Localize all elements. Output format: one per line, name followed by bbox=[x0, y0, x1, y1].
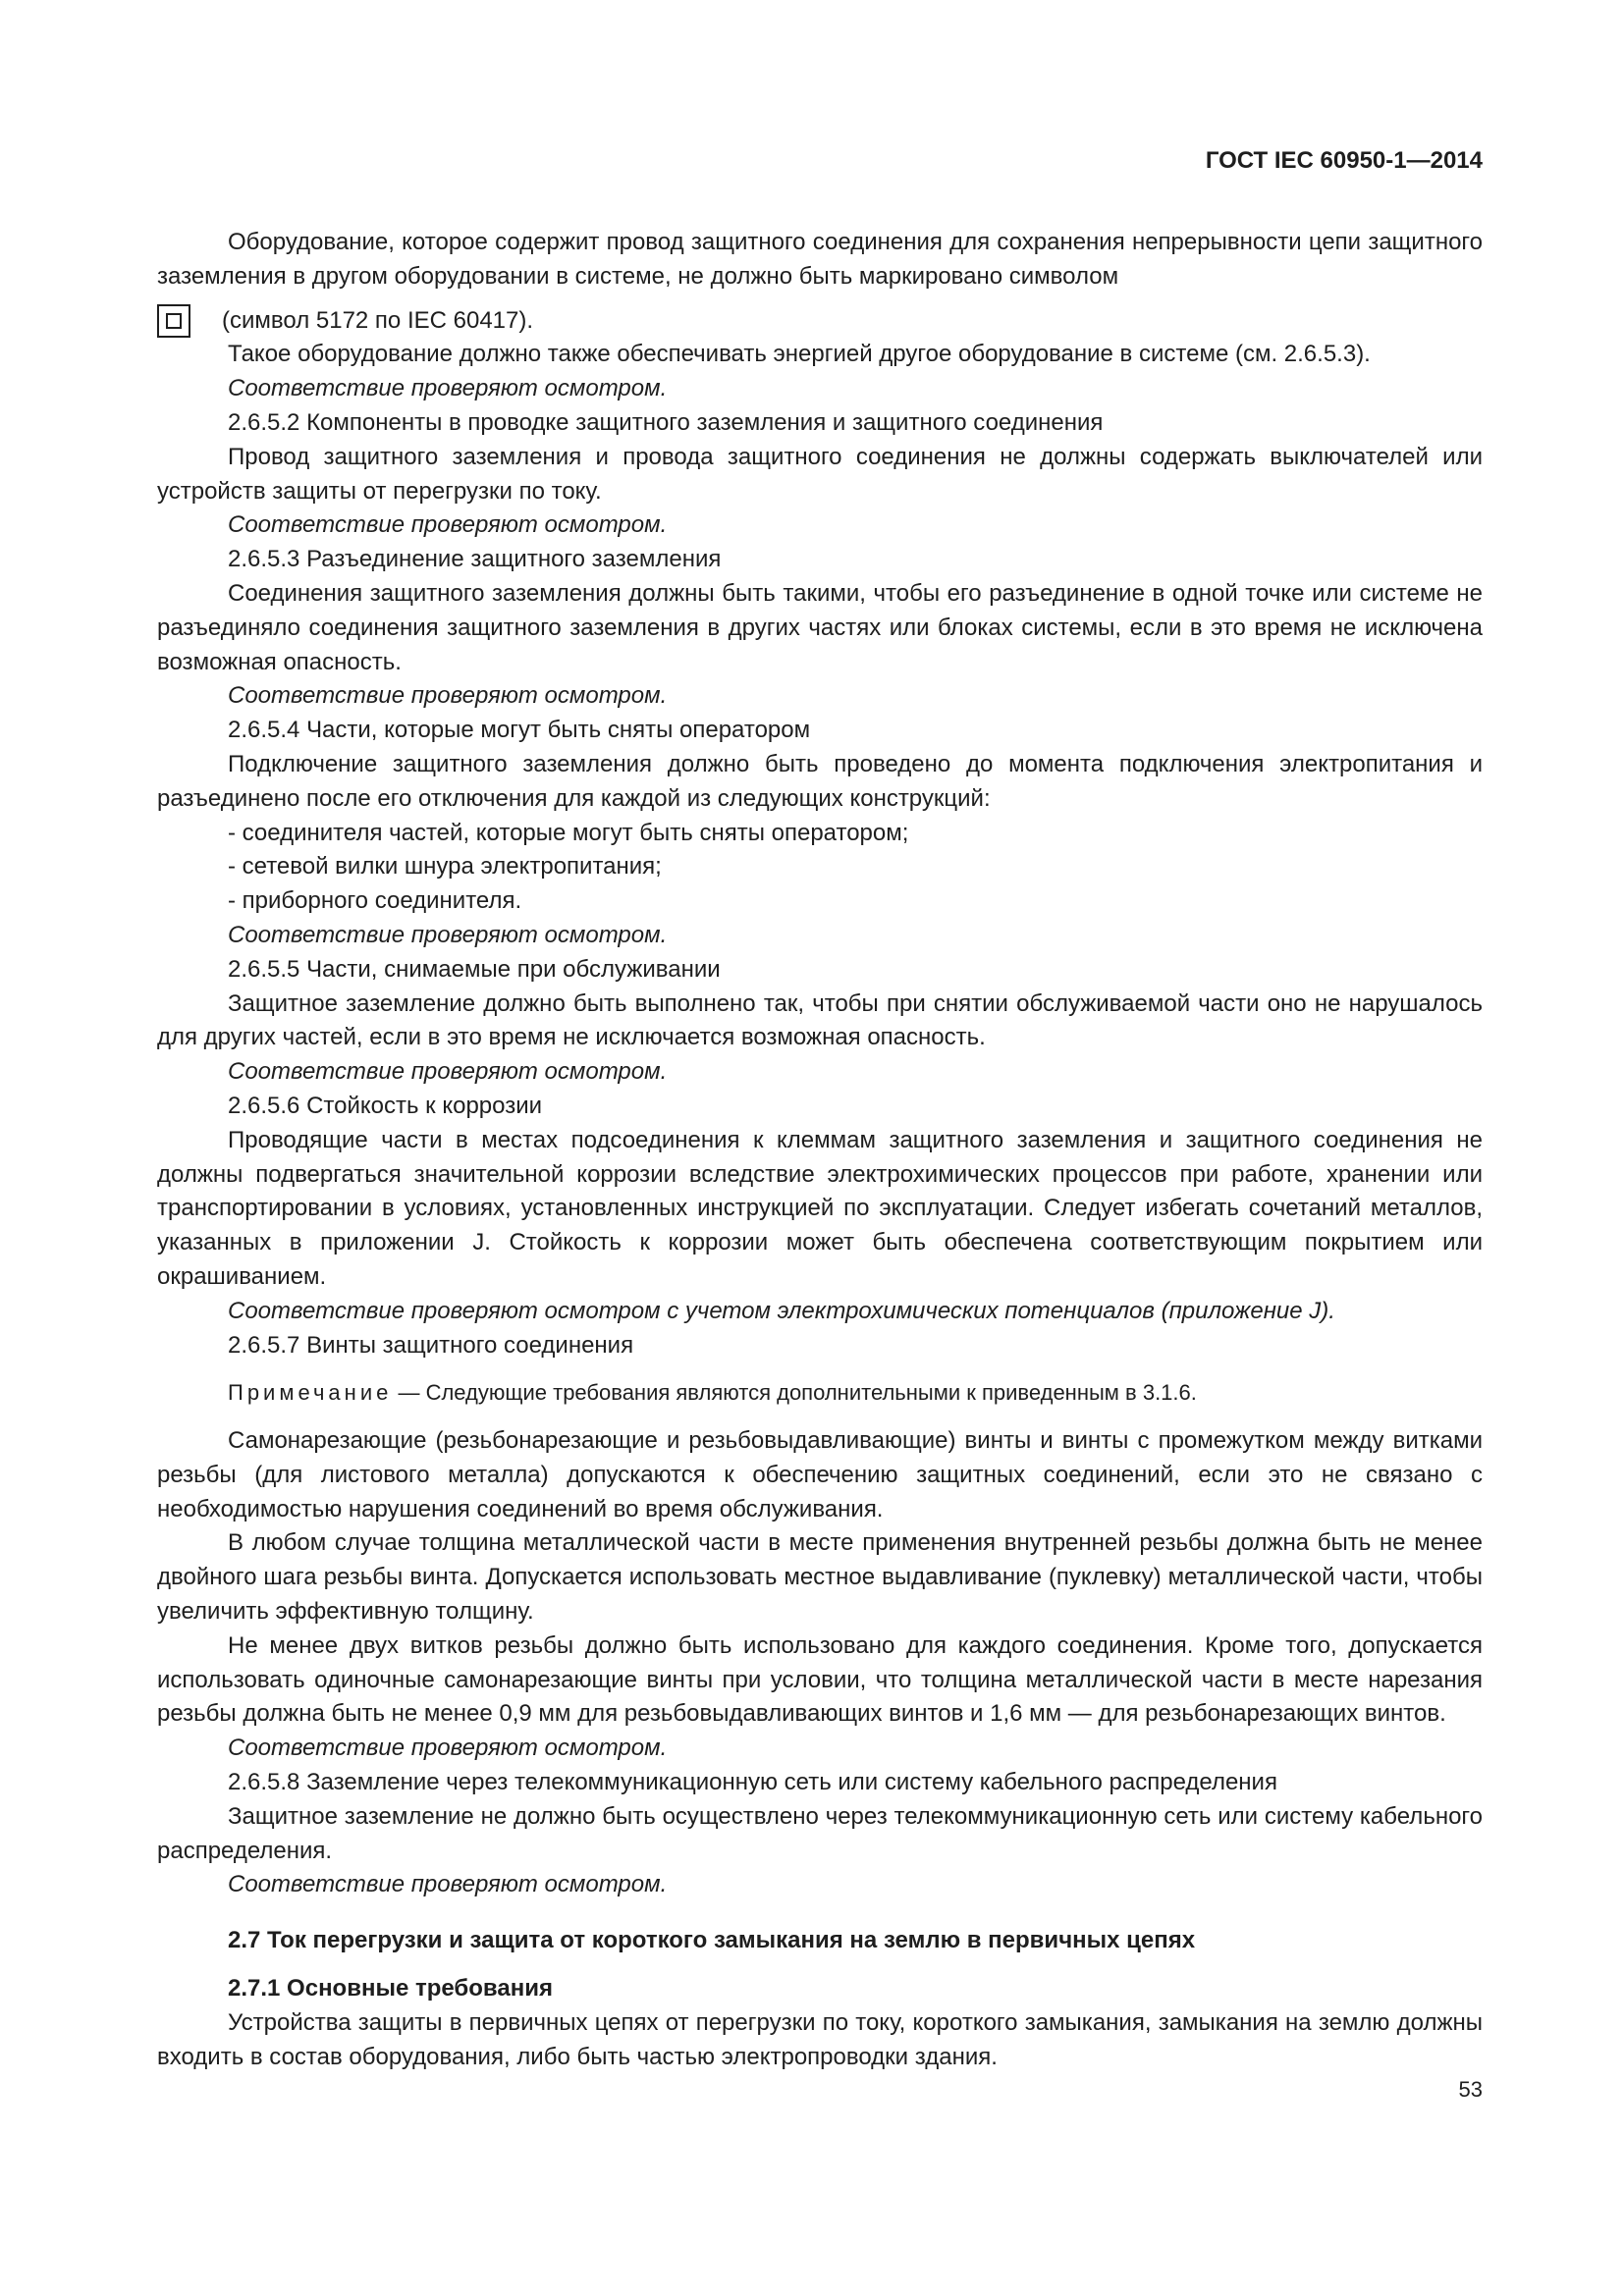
symbol-caption: (символ 5172 по IEC 60417). bbox=[222, 306, 534, 334]
document-header: ГОСТ IEC 60950-1—2014 bbox=[1205, 147, 1483, 174]
compliance-line: Соответствие проверяют осмотром. bbox=[228, 682, 668, 710]
paragraph: Защитное заземление не должно быть осуществлено через телекоммуникационную сеть или систему кабельного распределения. bbox=[157, 1802, 1483, 1864]
paragraph: Устройства защиты в первичных цепях от перегрузки по току, короткого замыкания, замыкания на землю должны входить в состав оборудования, либо быть частью электропроводки здания. bbox=[157, 2008, 1483, 2070]
list-item: - приборного соединителя. bbox=[228, 887, 522, 915]
symbol-row bbox=[157, 304, 1483, 339]
compliance-line: Соответствие проверяют осмотром. bbox=[228, 1871, 668, 1898]
section-heading: 2.6.5.7 Винты защитного соединения bbox=[228, 1331, 634, 1359]
section-heading-bold: 2.7 Ток перегрузки и защита от короткого замыкания на землю в первичных цепях bbox=[228, 1927, 1196, 1954]
note-text: — Следующие требования являются дополнительными к приведенным в 3.1.6. bbox=[392, 1380, 1197, 1406]
paragraph: Проводящие части в местах подсоединения к клеммам защитного заземления и защитного соединения не должны подвергаться значительной коррозии вследствие электрохимических процессов при работе, хранении или транспортировании в условиях, установленных инструкцией по эксплуатации. Следует избегать сочетаний металлов, указанных в приложении J. Стойкость к коррозии может быть обеспечена соответствующим покрытием или окрашиванием. bbox=[157, 1126, 1483, 1290]
list-item: - сетевой вилки шнура электропитания; bbox=[228, 853, 662, 881]
compliance-line: Соответствие проверяют осмотром. bbox=[228, 921, 668, 948]
note-label: Примечание bbox=[228, 1380, 393, 1406]
compliance-line: Соответствие проверяют осмотром. bbox=[228, 375, 668, 402]
section-heading: 2.6.5.8 Заземление через телекоммуникационную сеть или систему кабельного распределения bbox=[228, 1769, 1277, 1796]
compliance-line: Соответствие проверяют осмотром. bbox=[228, 1735, 668, 1762]
compliance-line: Соответствие проверяют осмотром с учетом электрохимических потенциалов (приложение J). bbox=[228, 1297, 1335, 1324]
page-number: 53 bbox=[1458, 2077, 1483, 2102]
subsection-heading-bold: 2.7.1 Основные требования bbox=[228, 1975, 553, 2002]
section-heading: 2.6.5.2 Компоненты в проводке защитного заземления и защитного соединения bbox=[228, 408, 1104, 436]
paragraph: Подключение защитного заземления должно быть проведено до момента подключения электропитания и разъединено после его отключения для каждой из следующих конструкций: bbox=[157, 750, 1483, 812]
paragraph: Провод защитного заземления и провода защитного соединения не должны содержать выключателей или устройств защиты от перегрузки по току. bbox=[157, 443, 1483, 505]
paragraph: Самонарезающие (резьбонарезающие и резьбовыдавливающие) винты и винты с промежутком между витками резьбы (для листового металла) допускаются к обеспечению защитных соединений, если это не связано с необходимостью нарушения соединений во время обслуживания. bbox=[157, 1427, 1483, 1522]
section-heading: 2.6.5.4 Части, которые могут быть сняты оператором bbox=[228, 717, 811, 744]
list-item: - соединителя частей, которые могут быть сняты оператором; bbox=[228, 819, 909, 846]
compliance-line: Соответствие проверяют осмотром. bbox=[228, 511, 668, 539]
construction-list bbox=[157, 817, 1483, 919]
paragraph: В любом случае толщина металлической части в месте применения внутренней резьбы должна быть не менее двойного шага резьбы винта. Допускается использовать местное выдавливание (пуклевку) металлической части, чтобы увеличить эффективную толщину. bbox=[157, 1529, 1483, 1626]
compliance-line: Соответствие проверяют осмотром. bbox=[228, 1058, 668, 1086]
paragraph: Защитное заземление должно быть выполнено так, чтобы при снятии обслуживаемой части оно не нарушалось для других частей, если в это время не исключается возможная опасность. bbox=[157, 989, 1483, 1051]
note bbox=[157, 1376, 1483, 1411]
class-ii-symbol-icon bbox=[157, 304, 190, 338]
paragraph: Такое оборудование должно также обеспечивать энергией другое оборудование в системе (см. 2.6.5.3). bbox=[228, 341, 1371, 368]
paragraph: Соединения защитного заземления должны быть такими, чтобы его разъединение в одной точке или системе не разъединяло соединения защитного заземления в других частях или блоках системы, если в это время не исключена возможная опасность. bbox=[157, 579, 1483, 675]
section-heading: 2.6.5.6 Стойкость к коррозии bbox=[228, 1092, 543, 1119]
document-body bbox=[157, 147, 1483, 2074]
paragraph: Оборудование, которое содержит провод защитного соединения для сохранения непрерывности цепи защитного заземления в другом оборудовании в системе, не должно быть маркировано символом bbox=[157, 229, 1483, 290]
section-heading: 2.6.5.5 Части, снимаемые при обслуживании bbox=[228, 955, 721, 983]
section-heading: 2.6.5.3 Разъединение защитного заземления bbox=[228, 546, 722, 573]
paragraph: Не менее двух витков резьбы должно быть использовано для каждого соединения. Кроме того, допускается использовать одиночные самонарезающие винты при условии, что толщина металлической части в месте нарезания резьбы должна быть не менее 0,9 мм для резьбовыдавливающих винтов и 1,6 мм — для резьбонарезающих винтов. bbox=[157, 1631, 1483, 1728]
